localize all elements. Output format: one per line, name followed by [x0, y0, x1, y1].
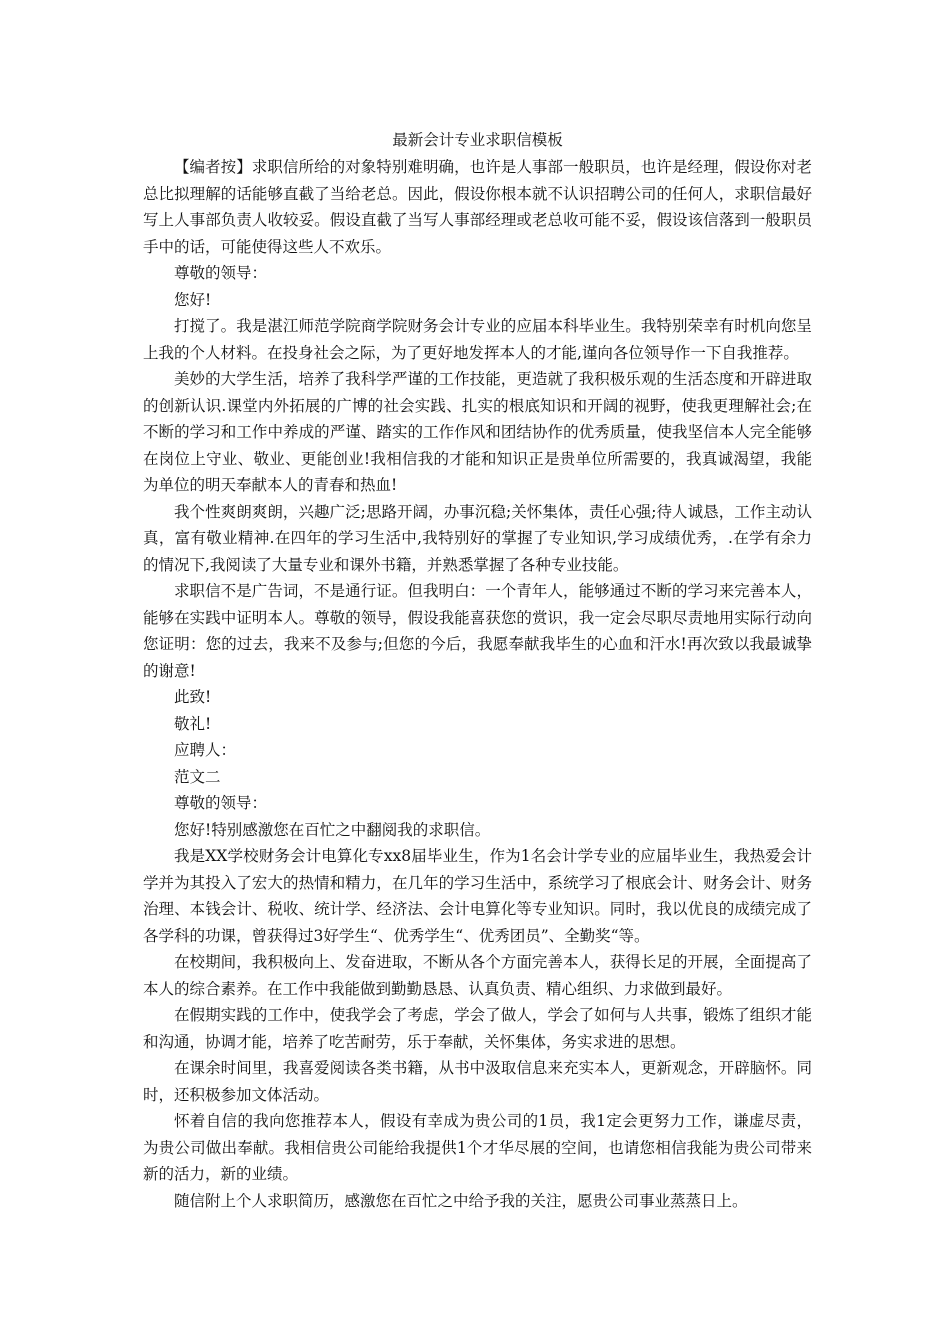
- signature-line: 应聘人：: [174, 741, 237, 759]
- editor-note-paragraph: 【编者按】求职信所给的对象特别难明确，也许是人事部一般职员，也许是经理，假设你对老总比拟理解的话能够直截了当给老总。因此，假设你根本就不认识招聘公司的任何人，求职信最好写上人事部负责人收较妥。假设直截了当写人事部经理或老总收可能不妥，假设该信落到一般职员手中的话，可能使得这些人不欢乐。: [143, 158, 812, 256]
- body-paragraph: 美妙的大学生活，培养了我科学严谨的工作技能，更造就了我积极乐观的生活态度和开辟进取的创新认识.课堂内外拓展的广博的社会实践、扎实的根底知识和开阔的视野，使我更理解社会;在不断的学习和工作中养成的严谨、踏实的工作作风和团结协作的优秀质量，使我坚信本人完全能够在岗位上守业、敬业、更能创业!我相信我的才能和知识正是贵单位所需要的，我真诚渴望，我能为单位的明天奉献本人的青春和热血!: [143, 370, 812, 494]
- document-title: 最新会计专业求职信模板: [392, 131, 563, 149]
- body-paragraph: 随信附上个人求职简历，感激您在百忙之中给予我的关注，愿贵公司事业蒸蒸日上。: [174, 1191, 748, 1210]
- document-page: [143, 127, 812, 1214]
- closing-line: 此致!: [174, 688, 212, 706]
- section-heading: 范文二: [174, 767, 221, 786]
- body-paragraph: 求职信不是广告词，不是通行证。但我明白：一个青年人，能够通过不断的学习来完善本人，能够在实践中证明本人。尊敬的领导，假设我能喜获您的赏识，我一定会尽职尽责地用实际行动向您证明：您的过去，我来不及参与;但您的今后，我愿奉献我毕生的心血和汗水!再次致以我最诚挚的谢意!: [143, 582, 812, 680]
- closing-line: 敬礼!: [174, 714, 212, 733]
- salutation: 尊敬的领导：: [174, 264, 268, 282]
- salutation: 尊敬的领导：: [174, 794, 268, 812]
- body-paragraph: 怀着自信的我向您推荐本人，假设有幸成为贵公司的1员，我1定会更努力工作，谦虚尽责，为贵公司做出奉献。我相信贵公司能给我提供1个才华尽展的空间，也请您相信我能为贵公司带来新的活力，新的业绩。: [143, 1112, 812, 1183]
- body-paragraph: 在校期间，我积极向上、发奋进取，不断从各个方面完善本人，获得长足的开展，全面提高了本人的综合素养。在工作中我能做到勤勤恳恳、认真负责、精心组织、力求做到最好。: [143, 953, 812, 998]
- greeting: 您好!特别感激您在百忙之中翻阅我的求职信。: [174, 820, 491, 839]
- body-paragraph: 我是XX学校财务会计电算化专xx8届毕业生，作为1名会计学专业的应届毕业生，我热爱会计学并为其投入了宏大的热情和精力，在几年的学习生活中，系统学习了根底会计、财务会计、财务治理、本钱会计、税收、统计学、经济法、会计电算化等专业知识。同时，我以优良的成绩完成了各学科的功课，曾获得过3好学生“、优秀学生“、优秀团员”、全勤奖“等。: [143, 847, 812, 945]
- body-paragraph: 在假期实践的工作中，使我学会了考虑，学会了做人，学会了如何与人共事，锻炼了组织才能和沟通，协调才能，培养了吃苦耐劳，乐于奉献，关怀集体，务实求进的思想。: [143, 1006, 812, 1051]
- document-body: [143, 154, 812, 1214]
- body-paragraph: 在课余时间里，我喜爱阅读各类书籍，从书中汲取信息来充实本人，更新观念，开辟脑怀。同时，还积极参加文体活动。: [143, 1059, 812, 1104]
- greeting: 您好!: [174, 290, 212, 309]
- body-paragraph: 我个性爽朗爽朗，兴趣广泛;思路开阔，办事沉稳;关怀集体，责任心强;待人诚恳，工作主动认真，富有敬业精神.在四年的学习生活中,我特别好的掌握了专业知识,学习成绩优秀，.在学有余力 的情况下,我阅读了大量专业和课外书籍，并熟悉掌握了各种专业技能。: [143, 502, 812, 574]
- body-paragraph: 打搅了。我是湛江师范学院商学院财务会计专业的应届本科毕业生。我特别荣幸有时机向您呈上我的个人材料。在投身社会之际，为了更好地发挥本人的才能,谨向各位领导作一下自我推荐。: [143, 317, 812, 362]
